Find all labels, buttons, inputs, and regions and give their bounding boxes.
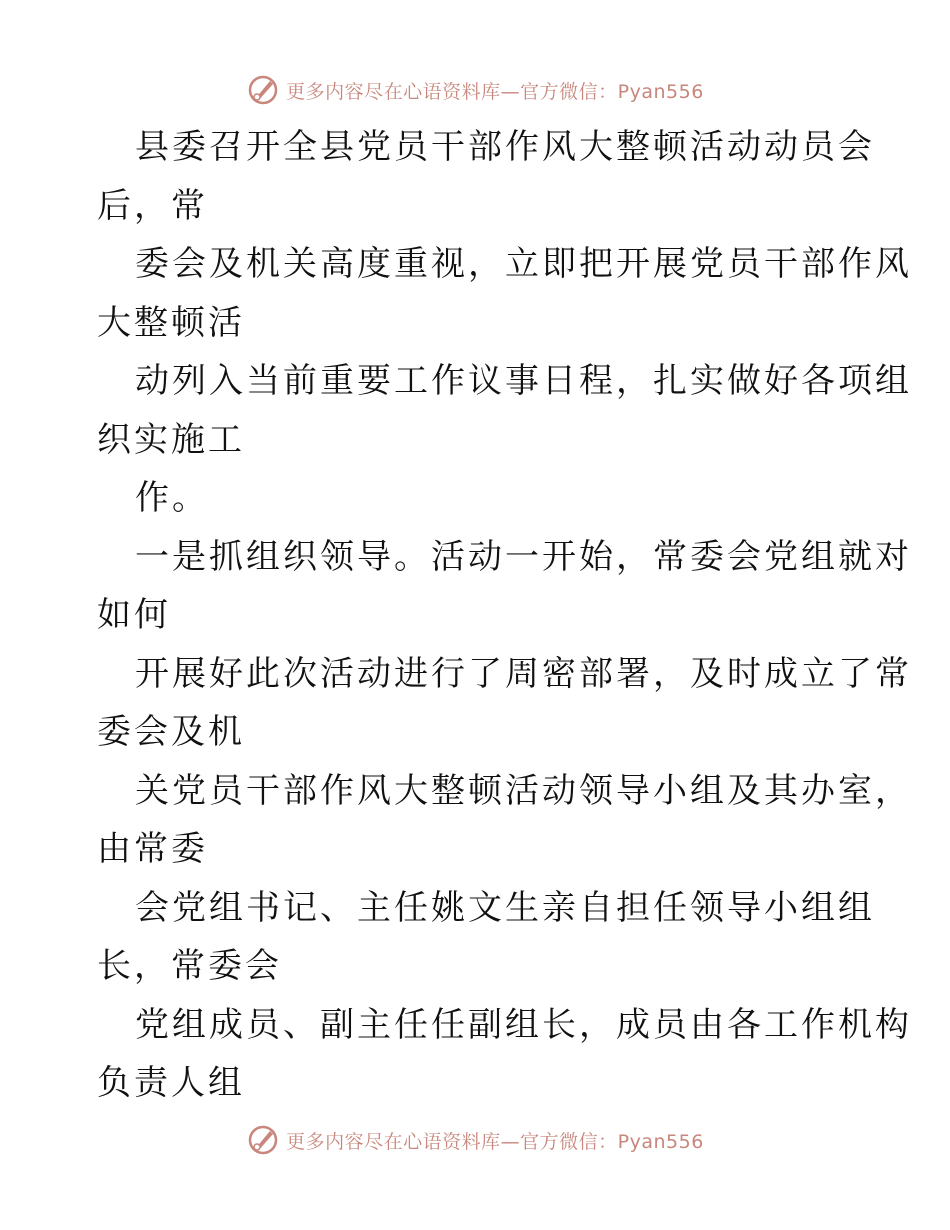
header-watermark-text: 更多内容尽在心语资料库—官方微信：Pyan556: [286, 80, 704, 103]
text-line: 一是抓组织领导。活动一开始，常委会党组就对: [135, 536, 912, 577]
text-line: 后，常: [97, 185, 208, 226]
text-line: 织实施工: [97, 419, 245, 460]
pen-logo-icon: [246, 73, 280, 107]
text-line: 开展好此次活动进行了周密部署，及时成立了常: [135, 653, 912, 694]
text-line: 会党组书记、主任姚文生亲自担任领导小组组: [135, 887, 875, 928]
text-line: 党组成员、副主任任副组长，成员由各工作机构: [135, 1004, 912, 1045]
text-line: 大整顿活: [97, 302, 245, 343]
footer-watermark-text: 更多内容尽在心语资料库—官方微信：Pyan556: [286, 1130, 704, 1153]
text-line: 动列入当前重要工作议事日程，扎实做好各项组: [135, 361, 912, 401]
text-line: 长，常委会: [97, 946, 282, 986]
text-line: 作。: [135, 478, 209, 518]
text-line: 委会及机关高度重视，立即把开展党员干部作风: [135, 244, 912, 284]
pen-logo-icon: [246, 1123, 280, 1157]
header-watermark-banner: [0, 70, 950, 110]
text-line: 委会及机: [97, 712, 245, 752]
text-line: 县委召开全县党员干部作风大整顿活动动员会: [135, 127, 875, 167]
text-line: 由常委: [97, 829, 208, 869]
text-line: 关党员干部作风大整顿活动领导小组及其办室，: [135, 770, 912, 811]
footer-watermark-banner: [0, 1120, 950, 1160]
document-body: [97, 118, 912, 1113]
text-line: 如何: [97, 595, 171, 635]
text-line: 负责人组: [97, 1063, 245, 1103]
